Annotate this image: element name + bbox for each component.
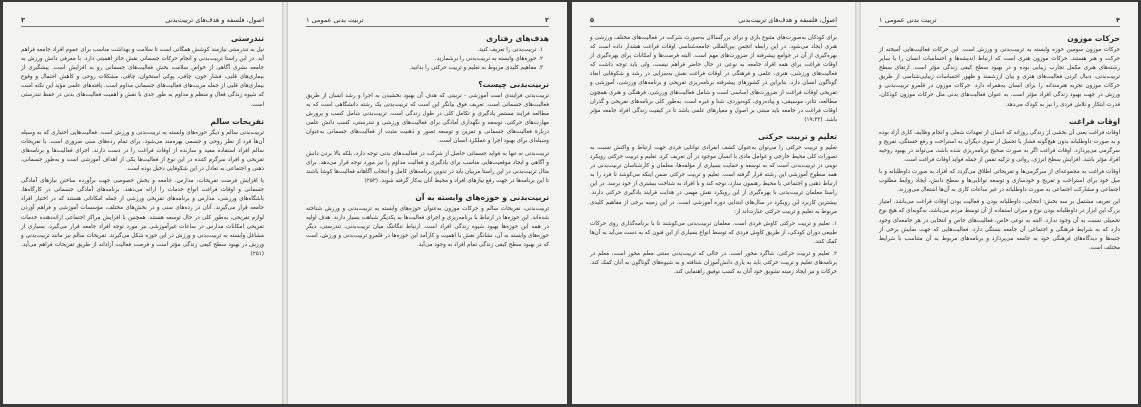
page-number: ۲ bbox=[545, 16, 549, 24]
paragraph: تربیت‌بدنی سالم و دیگر حوزه‌های وابسته به تربیت‌بدنی و ورزش است. فعالیت‌هایی اختیاری که به وسیله آن‌ها فرد از نظر روحی و جسمی بهره‌مند می‌شود، برای تمام رده‌های سنی ضروری است. با تفریحات سالم افراد استفاده مفید و سازنده از اوقات فراغت را در دست دارند. اجرای فعالیت‌ها و برنامه‌های تفریحی و افراد سرگرم کننده در این نوع از فعالیت‌ها یکی از اهداف آموزشی است و به‌طور جسمانی، ذهنی و اجتماعی به تعادل در این شکوفایی دخیل بوده است. bbox=[21, 129, 264, 173]
section-heading: اوقات فراغت bbox=[1069, 116, 1120, 126]
paragraph: حرکات موزون سومین حوزه وابسته به تربیت‌بدنی و ورزش است. این حرکات فعالیت‌هایی آمیخته از حرکت و هنر هستند. حرکات موزون هنری است که ارتباط اندیشه‌ها و احساسات انسان را با سایر رشته‌های هنری مکمل تجارب زیبایی بوده و در بهبود سطح کیفی زندگی مؤثر است. ارتقای سطح تربیت‌بدنی، دنبال کردن فعالیت‌های هنری و بیان ارزشمند و ظهور احساسات زیبایی‌شناسی از طریق حرکات موزون تجربه هنرمندانه را برای انسان به‌همراه دارد. حرکات موزون در قلمرو تربیت‌بدنی و ورزش در جهت بهبود زندگی افراد مؤثر است. به عنوان فعالیت‌های بدنی مثل حرکات موزون کودکان، قدرت ابتکار و تلاش فردی را نیز به کودک می‌دهد. bbox=[879, 47, 1120, 108]
page-body bbox=[21, 34, 264, 259]
running-header: تربیت بدنی عمومی ۱ bbox=[879, 16, 937, 24]
objectives-list bbox=[306, 46, 549, 73]
paragraph: اوقات فراغت یعنی آن بخشی از زندگی روزانه که انسان از تعهدات شغلی و انجام وظایف کاری آزاد بوده و به صورت داوطلبانه بدون هیچ‌گونه فشار یا تحمیل از سوی دیگران به استراحت و رفع خستگی، تفریح و سرگرمی می‌پردازد. اوقات فراغت اگر به صورت صحیح برنامه‌ریزی شده باشد، می‌تواند در بهبود روحیه افراد مؤثر باشد. افزایش سطح انرژی، روانی و تزکیه نفس از جمله فواید اوقات فراغت است. bbox=[879, 129, 1120, 163]
running-header: تربیت بدنی عمومی ۱ bbox=[306, 16, 364, 24]
paragraph: ۲. تعلیم و تربیت حرکتی، شاگرد محور است. در حالی که تربیت‌بدنی سنتی معلم محور است، معلم در برنامه‌های تعلیم و تربیت حرکتی باید به یاری دانش‌آموزان شتافته و به شیوه‌های گوناگون به آنان کمک کند. حرکات و نیز ایجاد زمینه تشویق خود آنان به کسب توفیق راهنمایی کند. bbox=[590, 250, 837, 276]
list-item: ۳. مفاهیم کلیدی مربوط به تعلیم و تربیت حرکتی را بدانید. bbox=[409, 65, 543, 71]
paragraph: تربیت‌بدنی نه تنها به فواید جسمانی حاصل از شرکت در فعالیت‌های بدنی توجه دارد، بلکه بالا بردن دانش و آگاهی و ایجاد موقعیت‌هایی مناسب برای یادگیری و فعالیت مداوم را نیز مورد توجه قرار می‌دهد. برای مثال تربیت‌بدنی در این راستا مربیان باید در تدوین برنامه‌های کامل و انتخاب آگاهانه فعالیت‌ها کوشا باشند تا این برنامه‌ها در جهت رفع نیازهای افراد و محیط آنان به‌کار گرفته شوند. (۲۵۳) bbox=[306, 150, 549, 184]
section-heading: حرکات موزون bbox=[1067, 34, 1120, 43]
section-heading: هدف‌های رفتاری bbox=[486, 34, 549, 43]
page-body bbox=[879, 34, 1120, 253]
paragraph: تربیت‌بدنی، تفریحات سالم و حرکات موزون به‌عنوان حوزه‌های وابسته به تربیت‌بدنی و ورزش شناخته شده‌اند. این حوزه‌ها در ارتباط با برنامه‌ریزی و اجرای فعالیت‌ها به یکدیگر شباهت بسیار دارند. هدف اولیه در همه این حوزه‌ها بهبود شیوه زندگی افراد است. ارتباط تنگاتنگ میان تربیت‌بدنی، تندرستی، دیگر حوزه‌های وابسته به آن، نشانگر نقش با اهمیت و کارآمد این حوزه‌ها در قلمرو تربیت‌بدنی و ورزش، است که در بهبود سطح کیفی زندگی تمام افراد به وجود می‌آید. bbox=[306, 205, 549, 249]
paragraph: این تعریف مشتمل بر سه بخش: انتخابی، داوطلبانه بودن و فعالیت بودن اوقات فراغت می‌باشد. امتیاز بزرگ این ابزار در داوطلبانه بودن نوع و میزان استفاده از آن توسط مردم می‌باشد، به‌گونه‌ای که هیچ نوع تحمیلی نسبت به آن وجود ندارد. البته به نوعی خاص، فعالیت‌های خاص و انتخابی در هر جامعه‌ای وجود دارد که به شرایط فرهنگی و اجتماعی آن جامعه بستگی دارد. فعالیت‌هایی که جهت نمایش برخی از جنبه‌ها و دیدگاه‌های فرهنگی خود به جامعه می‌پردازد و برنامه‌های مربوط به آن متناسب با شرایط مختلف است. bbox=[879, 199, 1120, 251]
page-3 bbox=[3, 2, 282, 404]
page-body bbox=[590, 34, 837, 277]
paragraph: ۱. تعلیم و تربیت حرکتی کاوش فردی است. معلمان تربیت‌بدنی می‌کوشند تا با برنامه‌گذاری روی حرکات طبیعی دوران کودکی، از طریق کاوش فردی که توسط انواع بسیاری از این فنون که به دست می‌آید به آن‌ها کمک کنند. bbox=[590, 220, 837, 245]
paragraph: با افزایش فرصت تفریحات، مدارس، جامعه و بخش خصوصی جهت برآورده ساختن نیازهای آمادگی جسمانی و اوقات فراغت انواع خدمات را ارائه می‌دهند. برنامه‌های آمادگی جسمانی در کارگاه‌ها، باشگاه‌های ورزشی، مدارس و برنامه‌های تفریحی ورزشی از جمله امکاناتی هستند که در اختیار افراد جامعه قرار می‌گیرند. آنان در رده‌های سنی و در بخش‌های مختلف، مؤسسات آموزشی و فراهم آوردن لوازم تفریحی، به‌طور کلی در حال توسعه هستند. همچنین با افزایش مراکز اجتماعی ارائه‌دهنده خدمات تفریحی امکانات مدارس در ساعات غیرآموزشی نیز مورد توجه افراد جامعه قرار می‌گیرد. بسیاری از مشاغل وابسته به تربیت‌بدنی و ورزش در این حوزه شکل می‌گیرند. تفریحات سالم نیز مانند تربیت‌بدنی و ورزش در بهبود سطح کیفی زندگی مؤثر است و فرصت فعالیت آزادانه از طریق تفریحات فراهم می‌آید. (۲۵۱) bbox=[21, 178, 264, 257]
page-header bbox=[879, 16, 1120, 27]
running-header: اصول، فلسفه و هدف‌های تربیت‌بدنی bbox=[738, 16, 837, 24]
section-heading: تعلیم و تربیت حرکتی bbox=[758, 131, 837, 141]
section-heading: تندرستی bbox=[231, 34, 264, 43]
paragraph: اوقات فراغت به مجموعه‌ای از سرگرمی‌ها و تفریحاتی اطلاق می‌گردد که افراد به صورت داوطلبانه و با میل خود برای استراحت و تفریح و خودسازی و توسعه توانایی‌ها و سطح دانش، ایجاد روابط مطلوب اجتماعی و مشارکت اجتماعی به صورت داوطلبانه در غیر ساعات کاری به آن‌ها اشتغال می‌ورزند. bbox=[879, 169, 1120, 194]
paragraph: تربیت‌بدنی فرایندی است آموزشی - تربیتی که هدف آن بهبود بخشیدن به اجرا و رشد انسان از طریق فعالیت‌های جسمانی است. تعریف فوق بیانگر این است که تربیت‌بدنی یک رشته دانشگاهی است که به مطالعه فرایند مستمر یادگیری و تکامل کلی در طول زندگی است. تربیت‌بدنی شامل کسب و پرورش مهارت‌های حرکتی، توسعه و نگهداری آمادگی برای فعالیت‌های ورزشی و تندرستی، کسب دانش علمی دربارهٔ فعالیت‌های جسمانی و تمرین و توسعه تصور و ذهنیت مثبت از فعالیت‌های جسمانی به‌عنوان وسیله‌ای برای بهبود اجرا و عملکرد انسان است. bbox=[306, 93, 549, 145]
page-2 bbox=[288, 2, 567, 404]
list-item: ۱. تربیت‌بدنی را تعریف کنید. bbox=[477, 47, 543, 53]
page-number: ۴ bbox=[1116, 16, 1120, 24]
section-heading: تربیت‌بدنی و حوزه‌های وابسته به آن bbox=[415, 192, 549, 202]
page-4 bbox=[861, 2, 1138, 404]
section-heading: تربیت‌بدنی چیست؟ bbox=[478, 80, 549, 89]
paragraph: برای کودکان به‌صورت‌های متنوع بازی و برای بزرگسالان به‌صورت شرکت در فعالیت‌های مختلف ورزشی و هنری ایجاد می‌شود. در این رابطه انجمن بین‌المللی جامعه‌شناسی اوقات فراغت هشدار داده است که بهره‌گیری از آن در جوامع پیشرفته از ضرورت‌های مهم است. البته فرصت‌ها و امکانات برای بهره‌گیری از اوقات فراغت برای همه افراد جامعه به نوعی در حال حاضر فراهم نیست، ولی باید توجه داشت که فعالیت‌های ورزشی، هنری، علمی و فرهنگی در اوقات فراغت نقش به‌سزایی در رشد و شکوفایی ابعاد گوناگون انسان دارد. بنابراین در کشورهای پیشرفته برنامه‌ریزی تفریحی و برنامه‌های ورزشی، آموزشی و تفریحی اوقات فراغت از ضرورت‌های اساسی است و شامل فعالیت‌های ورزشی، فرهنگی و هنری همچون مطالعه، تئاتر، موسیقی، و پیاده‌روی، کوه‌نوردی، شنا و غیره است. به‌طور کلی برنامه‌های تفریحی و گذران اوقات فراغت در جامعه باید مبتنی بر اصول و معیارهای علمی باشد تا در کیفیت زندگی افراد جامعه مؤثر باشد. (۱۹:۳۳) bbox=[590, 35, 837, 123]
right-scan bbox=[572, 2, 1138, 404]
list-item: ۲. حوزه‌های وابسته به تربیت‌بدنی را برشمارید. bbox=[434, 56, 543, 62]
paragraph: نیل به تندرستی نیازمند کوشش همگانی است تا سلامت و بهداشت مناسب برای عموم افراد جامعه فراهم آید. در این راستا تربیت‌بدنی و انجام حرکات جسمانی نقش حائز اهمیتی دارد. با معرفی دانش ورزش به جامعه بشری آگاهی از خواص سلامت بخش فعالیت‌های جسمانی رو به افزایش است. پیشگیری از بیماری‌های قلبی، فشار خون، چاقی، پوکی استخوان، چاقی، مشکلات روحی و کاهش احتمال و وقوع بیماری‌های قلبی از جمله مزیت‌های فعالیت‌های جسمانی مداوم است. یافته‌های علمی مؤید این نکته است که شیوه زندگی فعال و منظم و مداوم به طور جدی با نقش و اهمیت فعالیت‌های بدنی در حفظ تندرستی است. bbox=[21, 47, 264, 108]
section-heading: تفریحات سالم bbox=[210, 116, 264, 126]
page-number: ۵ bbox=[590, 16, 594, 24]
page-header bbox=[21, 16, 264, 27]
page-body bbox=[306, 34, 549, 250]
left-scan bbox=[3, 2, 567, 404]
page-header bbox=[306, 16, 549, 27]
paragraph: تعلیم و تربیت حرکتی را می‌توان به‌عنوان کشف انفرادی توانایی فردی جهت ارتباط و واکنش نسبت به تصورات کلی محیط خارجی و عوامل مادی با انسان موجود در آن تعریف کرد. تعلیم و تربیت حرکتی رویکرد نوینی در تربیت‌بدنی است که به توسعه و حمایت بسیاری از مؤلفه‌ها، معلمان و کارشناسان تربیت‌بدنی در همه سطوح آموزشی این رشته قرار گرفته است. تعلیم و تربیت حرکتی ضمن اینکه می‌کوشد تا فرد را به ارتباط ذهنی و اجتماعی با محیط رهنمون سازد، توجه کند و با افراد به شناخت بیشتری از خود برسد. در این راستا معلمان تربیت‌بدنی با بهره‌گیری از این رویکرد نقش مهمی در هدایت فرایند یادگیری حرکتی دارند. بیشترین کاربرد این رویکرد در سال‌های ابتدایی دوره آموزشی است. در این زمینه برخی از مفاهیم کلیدی مربوط به تعلیم و تربیت حرکتی عبارت‌اند از: bbox=[590, 144, 837, 215]
page-5 bbox=[572, 2, 855, 404]
running-header: اصول، فلسفه و هدف‌های تربیت‌بدنی bbox=[165, 16, 264, 24]
page-header bbox=[590, 16, 837, 27]
page-number: ۳ bbox=[21, 16, 25, 24]
